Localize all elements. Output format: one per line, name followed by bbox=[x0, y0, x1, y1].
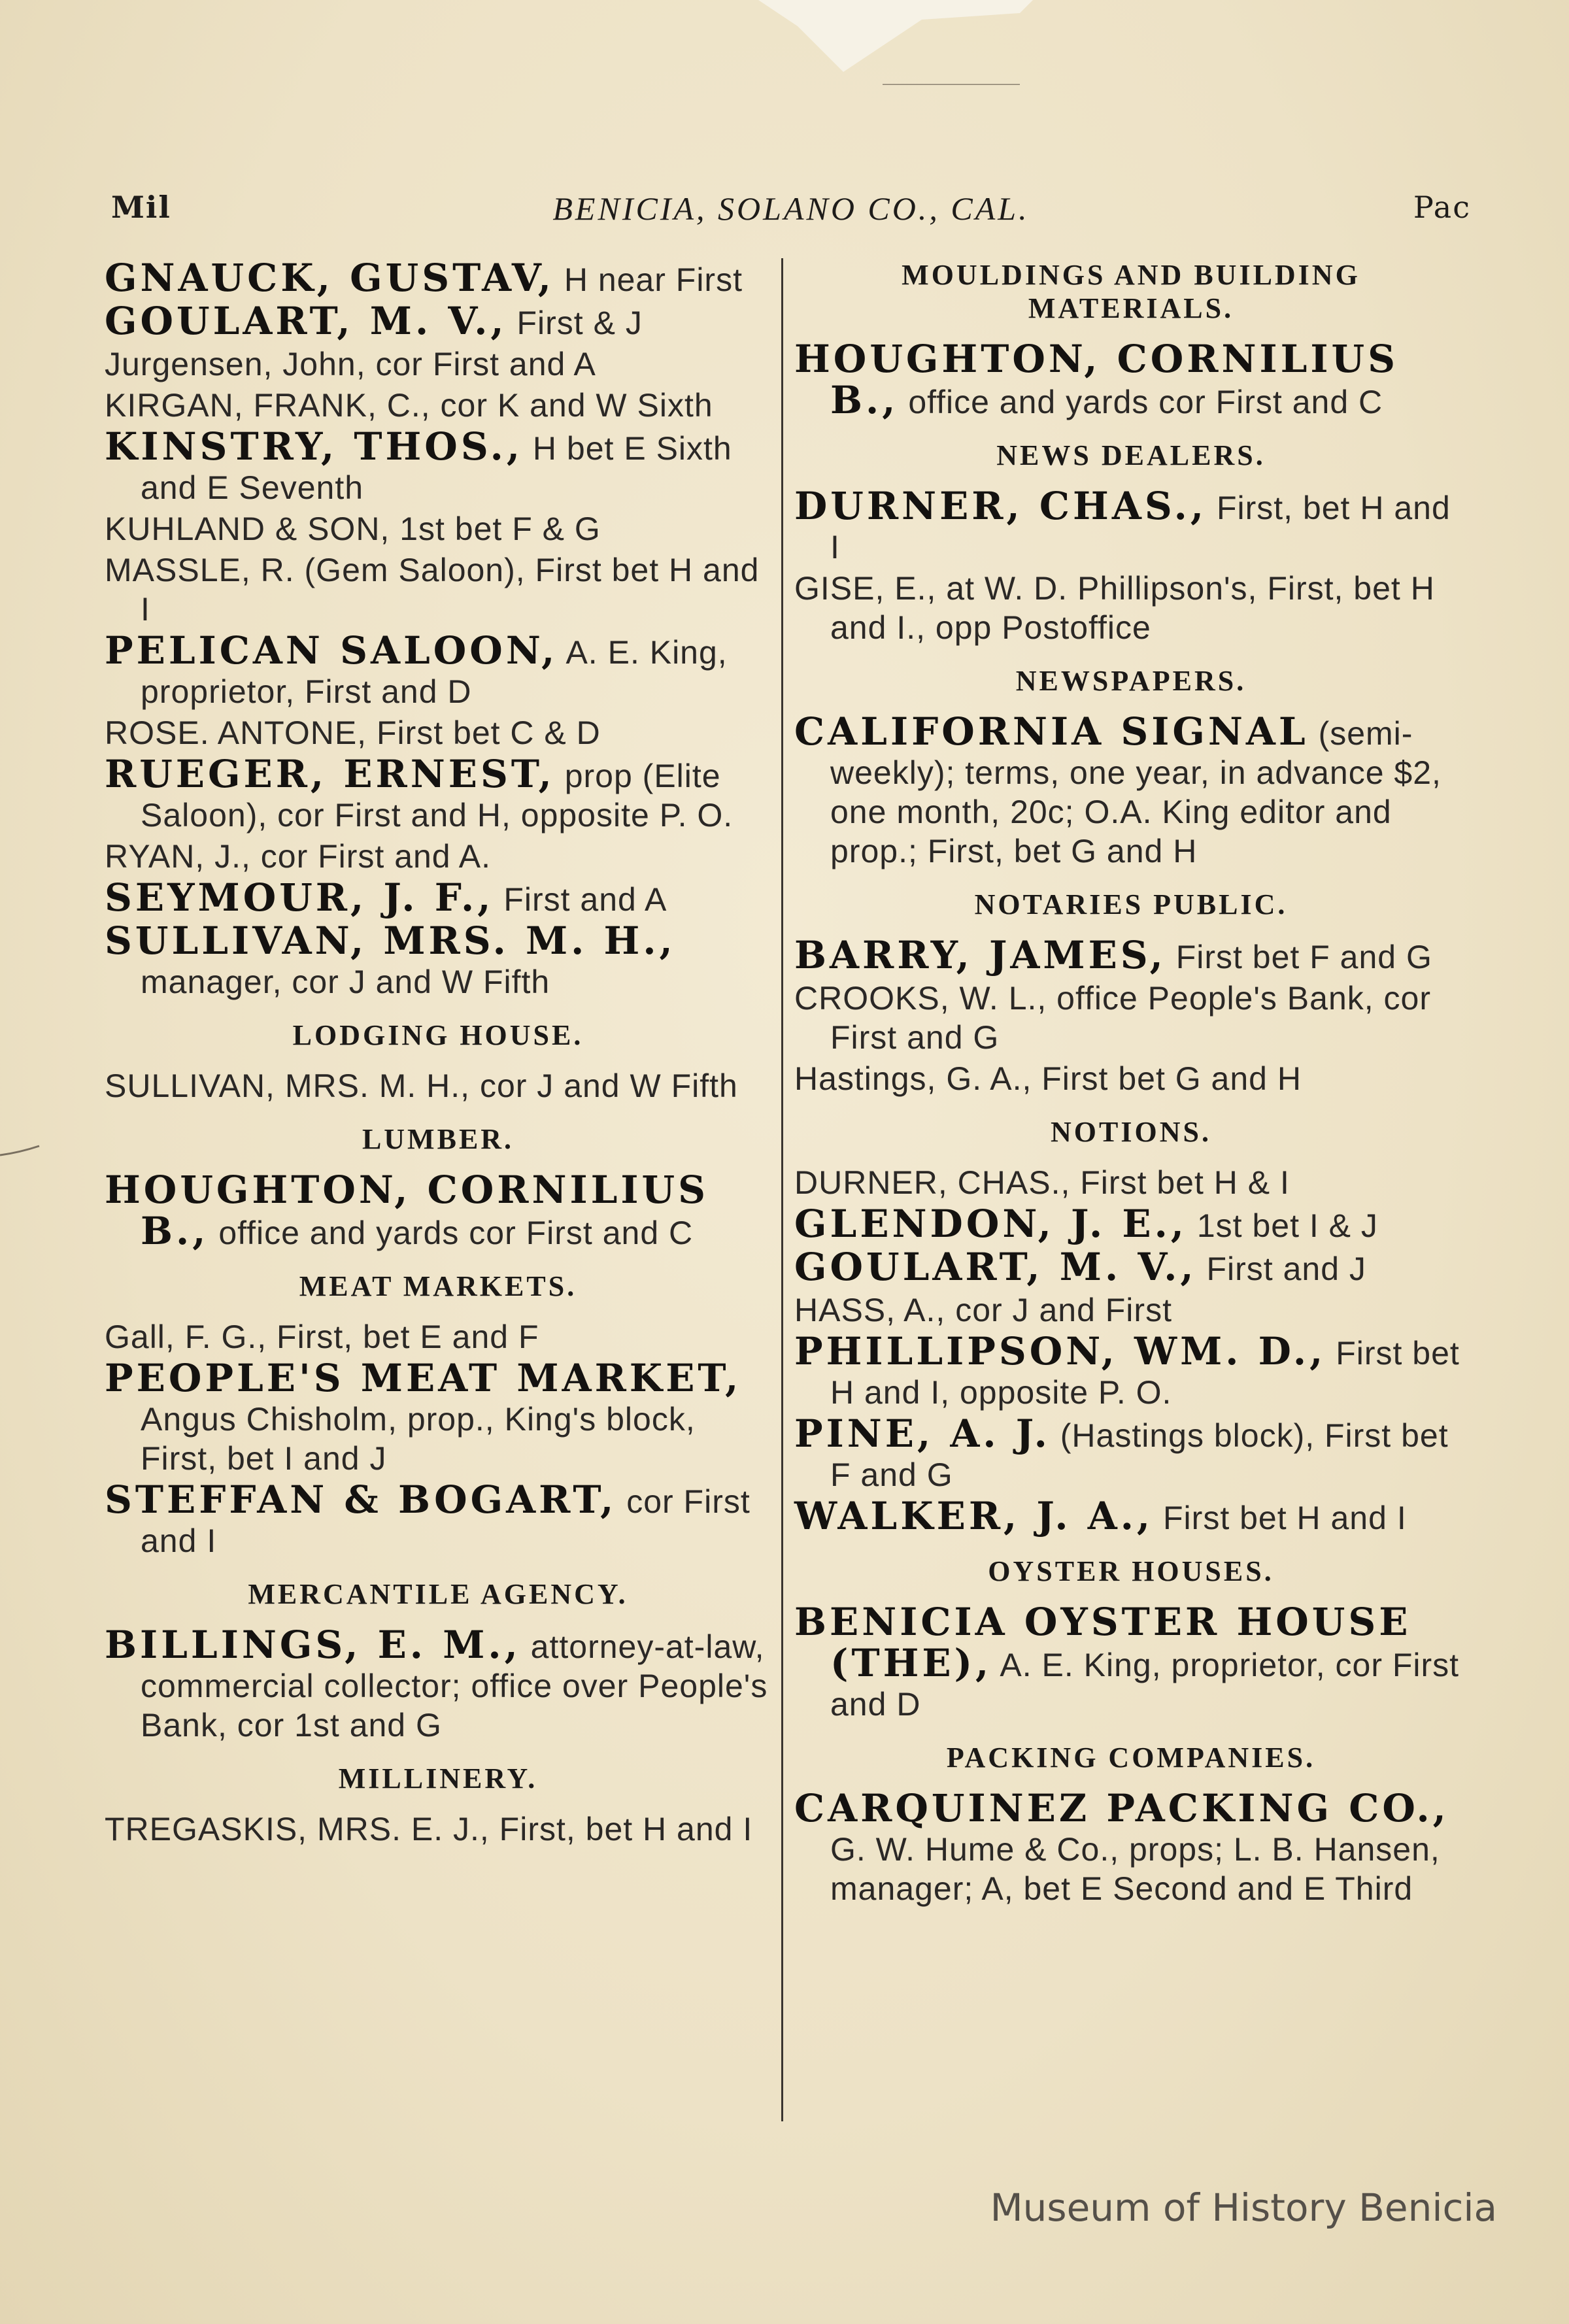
column-divider bbox=[781, 258, 783, 2121]
entry-name: SEYMOUR, J. F., bbox=[105, 875, 494, 920]
entry-name: PINE, A. J. bbox=[794, 1411, 1051, 1456]
entry-name: SULLIVAN, MRS. M. H., bbox=[105, 918, 676, 963]
entry-name: PHILLIPSON, WM. D., bbox=[794, 1329, 1326, 1373]
entry-details: 1st bet I & J bbox=[1187, 1207, 1378, 1244]
entry-details: H bet E Sixth and E Seventh bbox=[141, 430, 732, 506]
entry-details: MASSLE, R. (Gem Saloon), First bet H and I bbox=[105, 552, 760, 628]
entry-details: RYAN, J., cor First and A. bbox=[105, 838, 491, 875]
section-heading: PACKING COMPANIES. bbox=[946, 1742, 1316, 1774]
directory-entry bbox=[105, 258, 771, 299]
entry-details: SULLIVAN, MRS. M. H., cor J and W Fifth bbox=[105, 1068, 738, 1104]
entry-name: GOULART, M. V., bbox=[105, 299, 507, 343]
directory-entry bbox=[105, 1358, 771, 1478]
entry-details: KUHLAND & SON, 1st bet F & G bbox=[105, 511, 601, 547]
directory-entry bbox=[105, 1170, 771, 1253]
entry-name: CARQUINEZ PACKING CO., bbox=[794, 1786, 1449, 1830]
entry-details: attorney-at-law, commercial collector; office over People's Bank, cor 1st and G bbox=[141, 1628, 768, 1743]
entry-details: First & J bbox=[507, 305, 643, 341]
directory-entry bbox=[105, 1317, 771, 1356]
entry-details: cor First and I bbox=[141, 1483, 751, 1559]
entry-name: GOULART, M. V., bbox=[794, 1245, 1197, 1289]
entry-details: CROOKS, W. L., office People's Bank, cor First and G bbox=[794, 980, 1432, 1056]
directory-entry bbox=[105, 1477, 771, 1560]
entry-details: First and J bbox=[1196, 1251, 1366, 1287]
entry-details: Jurgensen, John, cor First and A bbox=[105, 346, 596, 382]
section-heading: LODGING HOUSE. bbox=[292, 1019, 584, 1051]
entry-details: TREGASKIS, MRS. E. J., First, bet H and I bbox=[105, 1811, 753, 1847]
directory-entry bbox=[105, 1810, 771, 1849]
entry-name: KINSTRY, THOS., bbox=[105, 424, 524, 469]
section-heading: LUMBER. bbox=[362, 1123, 515, 1155]
section-heading: MEAT MARKETS. bbox=[299, 1270, 577, 1302]
directory-entry bbox=[105, 713, 771, 752]
entry-name: RUEGER, ERNEST, bbox=[105, 752, 555, 796]
directory-entry bbox=[794, 339, 1468, 422]
entry-name: BARRY, JAMES, bbox=[794, 933, 1166, 977]
right-column bbox=[794, 258, 1468, 1910]
entry-name: BENICIA OYSTER HOUSE (THE), bbox=[794, 1600, 1411, 1685]
guide-word-left: Mil bbox=[111, 190, 171, 225]
directory-entry bbox=[794, 1602, 1468, 1724]
entry-details: First bet H and I, opposite P. O. bbox=[830, 1335, 1460, 1411]
directory-entry bbox=[105, 301, 771, 343]
section-heading: NOTIONS. bbox=[1051, 1116, 1211, 1148]
entry-details: First bet H and I bbox=[1153, 1500, 1407, 1536]
section-heading: MILLINERY. bbox=[338, 1762, 538, 1794]
directory-entry bbox=[105, 628, 771, 711]
directory-entry bbox=[105, 918, 771, 1002]
entry-details: ROSE. ANTONE, First bet C & D bbox=[105, 715, 601, 751]
directory-entry bbox=[105, 837, 771, 876]
entry-details: office and yards cor First and C bbox=[898, 384, 1383, 420]
entry-name: DURNER, CHAS., bbox=[794, 484, 1207, 528]
section-heading: MOULDINGS AND BUILDING MATERIALS. bbox=[902, 259, 1360, 324]
entry-details: G. W. Hume & Co., props; L. B. Hansen, manager; A, bet E Second and E Third bbox=[830, 1831, 1440, 1907]
directory-entry bbox=[105, 1066, 771, 1105]
directory-entry bbox=[105, 550, 771, 629]
entry-details: prop (Elite Saloon), cor First and H, opposite P. O. bbox=[141, 758, 734, 834]
entry-details: H near First bbox=[554, 261, 743, 298]
entry-details: DURNER, CHAS., First bet H & I bbox=[794, 1164, 1290, 1201]
guide-word-right: Pac bbox=[1413, 190, 1471, 225]
watermark: Museum of History Benicia bbox=[990, 2185, 1497, 2230]
entry-details: First, bet H and I bbox=[830, 490, 1451, 565]
directory-entry bbox=[794, 1247, 1468, 1288]
directory-entry bbox=[794, 1329, 1468, 1412]
entry-details: First and A bbox=[494, 881, 667, 918]
section-heading: NOTARIES PUBLIC. bbox=[974, 888, 1288, 920]
entry-details: Gall, F. G., First, bet E and F bbox=[105, 1319, 539, 1355]
page-crease-mark bbox=[0, 1141, 59, 1167]
running-head bbox=[111, 190, 1471, 242]
directory-entry bbox=[794, 709, 1468, 871]
section-heading: NEWS DEALERS. bbox=[996, 439, 1266, 471]
entry-details: KIRGAN, FRANK, C., cor K and W Sixth bbox=[105, 387, 713, 424]
entry-details: A. E. King, proprietor, cor First and D bbox=[830, 1647, 1460, 1723]
entry-details: Hastings, G. A., First bet G and H bbox=[794, 1060, 1302, 1097]
entry-details: GISE, E., at W. D. Phillipson's, First, bet H and I., opp Postoffice bbox=[794, 570, 1435, 646]
entry-details: First bet F and G bbox=[1166, 939, 1432, 975]
entry-details: A. E. King, proprietor, First and D bbox=[141, 634, 728, 710]
directory-entry bbox=[794, 1496, 1468, 1538]
entry-name: BILLINGS, E. M., bbox=[105, 1623, 521, 1667]
directory-entry bbox=[105, 754, 771, 835]
directory-entry bbox=[794, 1290, 1468, 1330]
section-heading: OYSTER HOUSES. bbox=[988, 1555, 1274, 1587]
directory-entry bbox=[794, 486, 1468, 567]
directory-entry bbox=[794, 569, 1468, 647]
section-heading: MERCANTILE AGENCY. bbox=[248, 1578, 628, 1610]
entry-name: WALKER, J. A., bbox=[794, 1494, 1154, 1538]
directory-entry bbox=[105, 345, 771, 384]
entry-name: GNAUCK, GUSTAV, bbox=[105, 256, 554, 300]
entry-details: (semi-weekly); terms, one year, in advance $2, one month, 20c; O.A. King editor and prop.; First, bet G and H bbox=[830, 715, 1442, 869]
directory-entry bbox=[105, 386, 771, 425]
page-title: BENICIA, SOLANO CO., CAL. bbox=[552, 190, 1030, 227]
entry-details: office and yards cor First and C bbox=[209, 1215, 694, 1251]
directory-entry bbox=[794, 1204, 1468, 1245]
entry-details: Angus Chisholm, prop., King's block, First, bet I and J bbox=[141, 1401, 696, 1477]
directory-entry bbox=[105, 875, 771, 920]
directory-entry bbox=[794, 1163, 1468, 1202]
directory-entry bbox=[105, 1625, 771, 1745]
directory-entry bbox=[794, 979, 1468, 1057]
entry-name: GLENDON, J. E., bbox=[794, 1202, 1187, 1246]
entry-name: HOUGHTON, CORNILIUS B., bbox=[105, 1168, 709, 1253]
directory-entry bbox=[105, 509, 771, 548]
entry-name: HOUGHTON, CORNILIUS B., bbox=[794, 337, 1399, 422]
entry-details: manager, cor J and W Fifth bbox=[141, 964, 550, 1000]
entry-details: (Hastings block), First bet F and G bbox=[830, 1417, 1449, 1493]
entry-name: PELICAN SALOON, bbox=[105, 628, 558, 673]
entry-details: HASS, A., cor J and First bbox=[794, 1292, 1172, 1328]
section-heading: NEWSPAPERS. bbox=[1015, 665, 1247, 697]
left-column bbox=[105, 258, 771, 1851]
entry-name: STEFFAN & BOGART, bbox=[105, 1477, 617, 1522]
directory-entry bbox=[794, 1411, 1468, 1494]
entry-name: PEOPLE'S MEAT MARKET, bbox=[105, 1356, 742, 1400]
directory-entry bbox=[105, 424, 771, 507]
entry-name: CALIFORNIA SIGNAL bbox=[794, 709, 1309, 754]
directory-entry bbox=[794, 1059, 1468, 1098]
directory-entry bbox=[794, 1786, 1468, 1908]
torn-corner-mark bbox=[758, 0, 1033, 85]
directory-entry bbox=[794, 935, 1468, 977]
